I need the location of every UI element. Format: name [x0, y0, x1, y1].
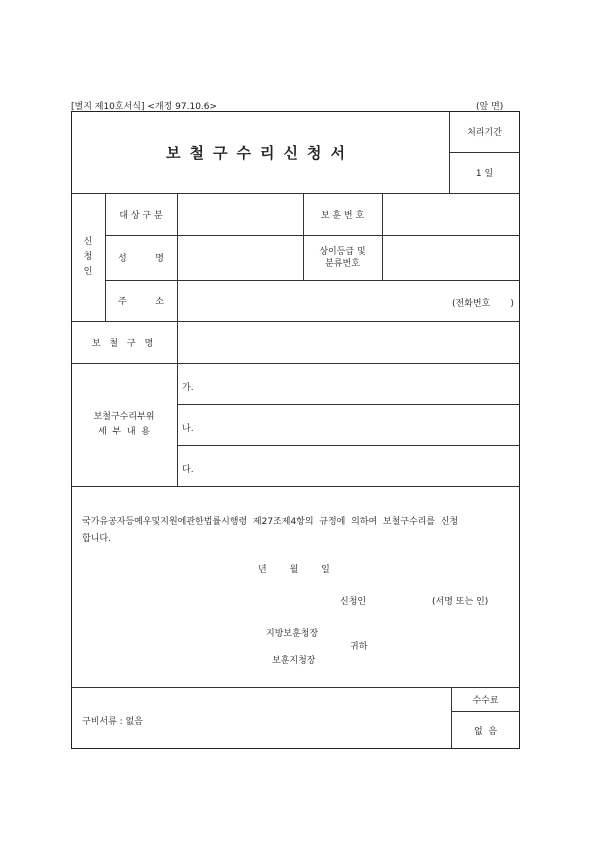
divider-detail-a [177, 404, 520, 405]
phone-number-note: (전화번호 ) [452, 299, 514, 309]
address-label: 주 소 [118, 297, 164, 307]
repair-detail-label [71, 363, 177, 486]
name-field[interactable] [178, 236, 302, 279]
honorific-label: 귀하 [350, 642, 368, 652]
applicant-char-1: 신 [83, 236, 93, 247]
repair-detail-row-b[interactable]: 나. [182, 424, 194, 434]
regional-office-label: 지방보훈청장 [266, 629, 319, 639]
required-documents-label: 구비서류 : 없음 [82, 717, 143, 727]
target-class-field[interactable] [178, 194, 302, 234]
applicant-char-3: 인 [83, 266, 93, 277]
injury-grade-field[interactable] [383, 236, 519, 279]
date-line[interactable]: 년 월 일 [258, 565, 330, 575]
veteran-number-label: 보 훈 번 호 [320, 210, 365, 221]
page-side-label: (앞 면) [476, 102, 504, 112]
divider-detail-bottom [71, 486, 520, 487]
applicant-char-2: 청 [83, 251, 93, 262]
signature-or-seal-label[interactable]: (서명 또는 인) [432, 597, 489, 607]
injury-grade-label [303, 235, 382, 280]
processing-period-value: 1 일 [475, 169, 494, 179]
target-class-label: 대 상 구 분 [119, 210, 163, 221]
repair-detail-label-line2: 세 부 내 용 [98, 426, 150, 437]
injury-grade-label-line1: 상이등급 및 [319, 246, 366, 257]
form-reference: [별지 제10호서식] <개정 97.10.6> [71, 102, 218, 112]
veteran-number-field[interactable] [383, 194, 519, 234]
device-name-label: 보 철 구 명 [91, 338, 157, 349]
fee-value: 없 음 [473, 726, 498, 737]
form-title: 보철구수리신청서 [166, 143, 354, 162]
divider-detail-b [177, 445, 520, 446]
applicant-sign-label: 신청인 [340, 597, 367, 607]
fee-label: 수수료 [472, 695, 499, 706]
repair-detail-label-line1: 보철구수리부위 [93, 411, 155, 422]
statement-line-2: 합니다. [82, 534, 111, 544]
injury-grade-label-line2: 분류번호 [325, 258, 360, 269]
branch-office-label: 보훈지청장 [272, 656, 316, 666]
repair-detail-row-a[interactable]: 가. [182, 383, 194, 393]
statement-line-1: 국가유공자등예우및지원에관한법률시행령 제27조제4항의 규정에 의하여 보철구수리를 신청 [82, 517, 459, 527]
repair-detail-row-c[interactable]: 다. [182, 465, 194, 475]
processing-period-label: 처리기간 [467, 128, 502, 138]
device-name-field[interactable] [178, 322, 519, 362]
name-label: 성 명 [118, 254, 164, 264]
applicant-group-label [71, 193, 105, 321]
